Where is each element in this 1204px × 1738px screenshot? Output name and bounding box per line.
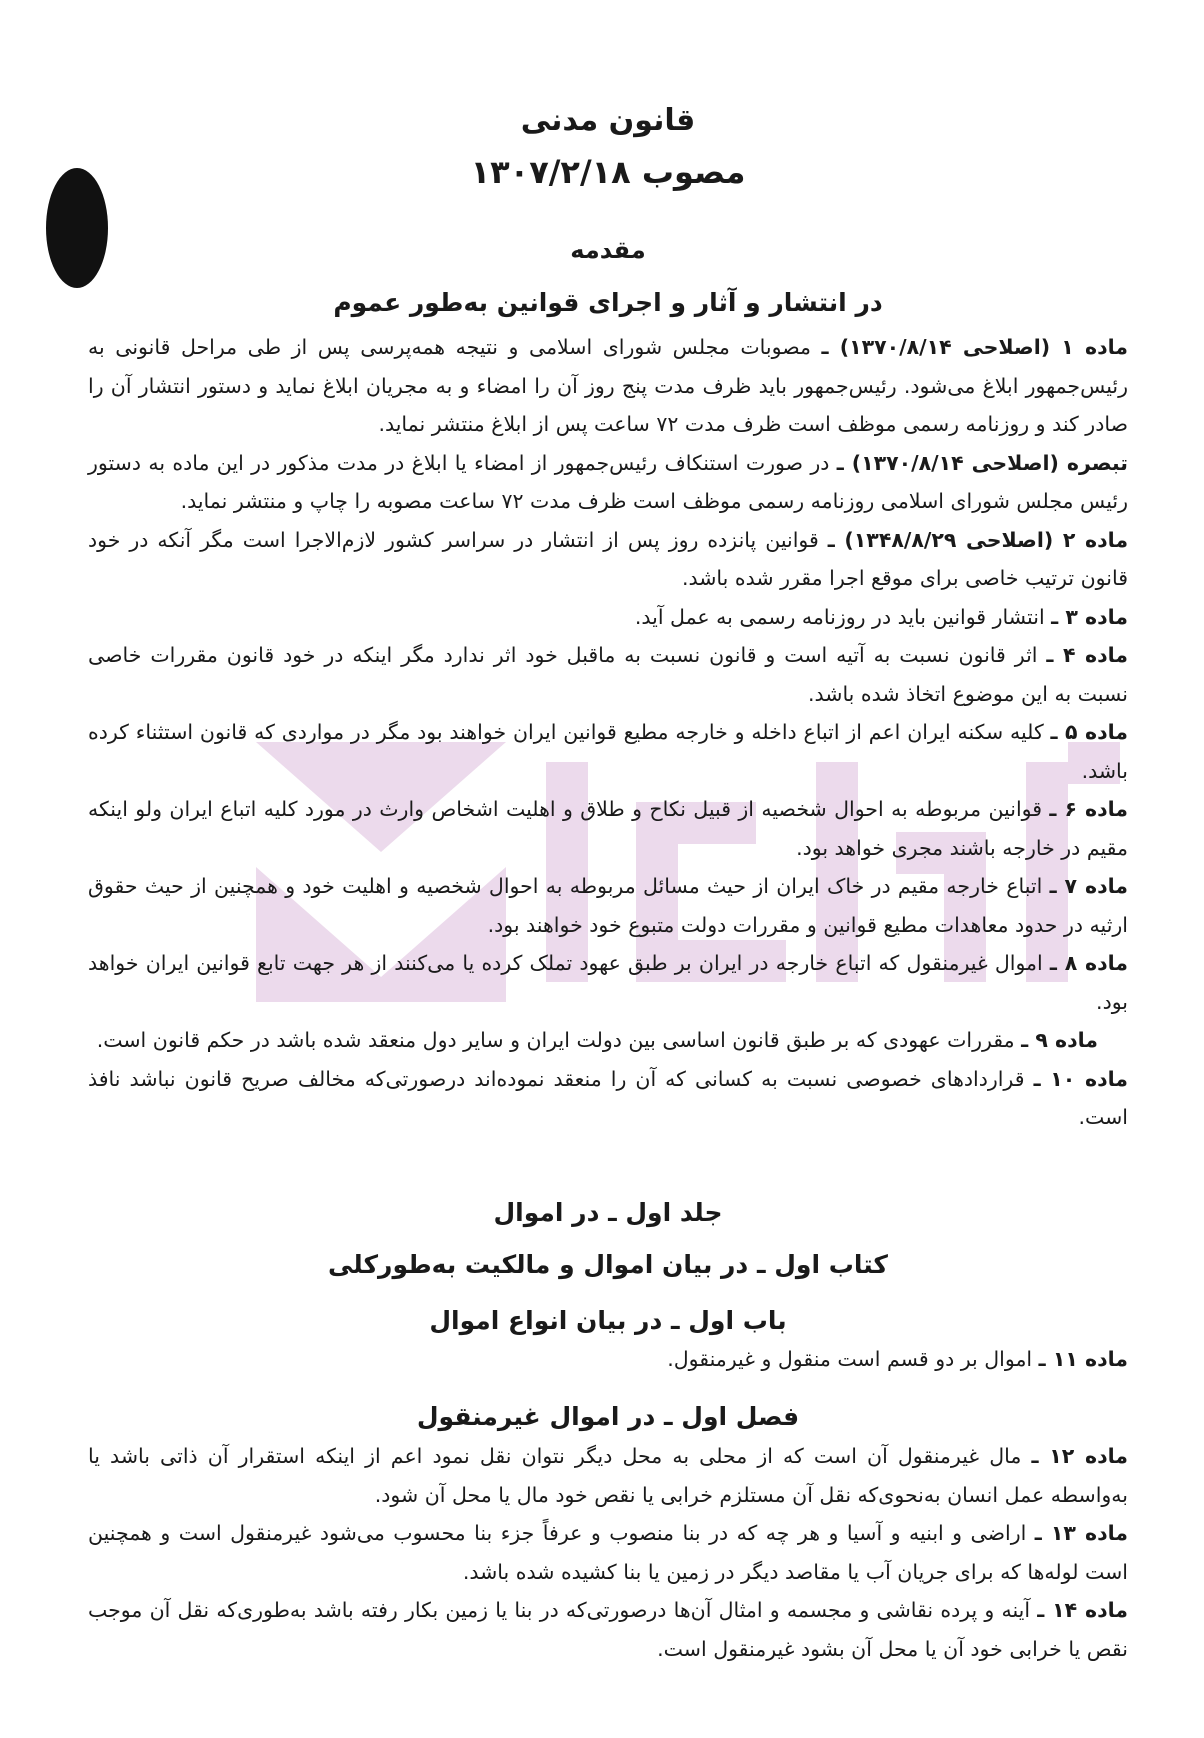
article-text: اراضی و ابنیه و آسیا و هر چه که در بنا منصوب و عرفاً جزء بنا محسوب می‌شود غیرمنقول است و همچنین است لوله‌ها که برای جریان آب یا مقاصد دیگر در زمین یا بنا کشیده شده باشد. bbox=[88, 1521, 1128, 1584]
document-title: قانون مدنی bbox=[520, 103, 696, 138]
article-label: ماده ۱۲ ـ bbox=[1031, 1444, 1128, 1468]
article-7 bbox=[88, 867, 1128, 944]
article-label: ماده ۲ (اصلاحی ۱۳۴۸/۸/۲۹) ـ bbox=[827, 527, 1129, 552]
chapter-heading: باب اول ـ در بیان انواع اموال bbox=[429, 1306, 787, 1335]
article-label: ماده ۷ ـ bbox=[1049, 874, 1128, 898]
article-text: کلیه سکنه ایران اعم از اتباع داخله و خارجه مطیع قوانین ایران خواهند بود مگر در مواردی که قانون استثناء کرده باشد. bbox=[88, 720, 1128, 783]
article-label: ماده ۹ ـ bbox=[1021, 1028, 1098, 1052]
article-label: ماده ۱۱ ـ bbox=[1038, 1347, 1128, 1371]
article-label: ماده ۱۰ ـ bbox=[1033, 1066, 1128, 1091]
article-label: ماده ۶ ـ bbox=[1049, 797, 1128, 821]
article-3 bbox=[88, 598, 1128, 637]
section-heading: فصل اول ـ در اموال غیرمنقول bbox=[416, 1402, 800, 1431]
article-label: ماده ۵ ـ bbox=[1050, 720, 1128, 744]
document-subtitle: مصوب ۱۳۰۷/۲/۱۸ bbox=[470, 153, 746, 191]
article-6 bbox=[88, 790, 1128, 867]
article-text: قراردادهای خصوصی نسبت به کسانی که آن را منعقد نموده‌اند درصورتی‌که مخالف صریح قانون نباشد نافذ است. bbox=[88, 1066, 1128, 1129]
article-8 bbox=[88, 944, 1128, 1021]
article-text: اتباع خارجه مقیم در خاک ایران از حیث مسائل مربوطه به احوال شخصیه و اهلیت خود و همچنین از حیث حقوق ارثیه در حدود معاهدات مطیع قوانین و مقررات دولت متبوع خود خواهند بود. bbox=[88, 874, 1128, 937]
book-heading: کتاب اول ـ در بیان اموال و مالکیت به‌طورکلی bbox=[328, 1250, 888, 1279]
article-text: انتشار قوانین باید در روزنامه رسمی به عمل آید. bbox=[634, 604, 1052, 629]
article-text: در صورت استنکاف رئیس‌جمهور از امضاء یا ابلاغ در مدت مذکور در این ماده به دستور رئیس مجلس شورای اسلامی روزنامه رسمی موظف است ظرف مدت ۷۲ ساعت مصوبه را چاپ و منتشر نماید. bbox=[88, 450, 1128, 513]
section-articles bbox=[88, 1437, 1128, 1668]
article-13 bbox=[88, 1514, 1128, 1591]
volume-heading: جلد اول ـ در اموال bbox=[493, 1198, 723, 1227]
article-9 bbox=[88, 1021, 1128, 1060]
article-text: مقررات عهودی که بر طبق قانون اساسی بین دولت ایران و سایر دول منعقد شده باشد در حکم قانون است. bbox=[96, 1028, 1022, 1052]
article-12 bbox=[88, 1437, 1128, 1514]
note-article-1 bbox=[88, 444, 1128, 521]
intro-subheading: در انتشار و آثار و اجرای قوانین به‌طور عموم bbox=[333, 288, 883, 317]
article-label: ماده ۱ (اصلاحی ۱۳۷۰/۸/۱۴) ـ bbox=[821, 335, 1129, 359]
article-label: ماده ۳ ـ bbox=[1051, 604, 1128, 629]
article-label: تبصره (اصلاحی ۱۳۷۰/۸/۱۴) ـ bbox=[836, 450, 1129, 475]
article-text: اموال بر دو قسم است منقول و غیرمنقول. bbox=[667, 1347, 1039, 1371]
article-label: ماده ۸ ـ bbox=[1049, 951, 1128, 975]
chapter-articles bbox=[88, 1340, 1128, 1379]
article-label: ماده ۴ ـ bbox=[1046, 643, 1128, 667]
article-text: مال غیرمنقول آن است که از محلی به محل دیگر نتوان نقل نمود اعم از اینکه استقرار آن ذاتی باشد یا به‌واسطه عمل انسان به‌نحوی‌که نقل آن مستلزم خرابی یا نقص خود مال یا محل آن شود. bbox=[88, 1444, 1128, 1507]
intro-heading: مقدمه bbox=[570, 236, 646, 264]
article-1 bbox=[88, 328, 1128, 444]
article-text: مصوبات مجلس شورای اسلامی و نتیجه همه‌پرسی پس از طی مراحل قانونی به رئیس‌جمهور ابلاغ می‌شود. رئیس‌جمهور باید ظرف مدت پنج روز آن را امضاء و به مجریان ابلاغ نماید و دستور انتشار آن را صادر کند و روزنامه رسمی موظف است ظرف مدت ۷۲ ساعت پس از ابلاغ منتشر نماید. bbox=[88, 335, 1128, 436]
article-text: آینه و پرده نقاشی و مجسمه و امثال آن‌ها درصورتی‌که در بنا یا زمین بکار رفته باشد به‌طوری‌که نقل آن موجب نقص یا خرابی خود آن یا محل آن بشود غیرمنقول است. bbox=[88, 1598, 1128, 1661]
article-11 bbox=[88, 1340, 1128, 1379]
article-10 bbox=[88, 1060, 1128, 1137]
document-page bbox=[88, 0, 1128, 1738]
article-14 bbox=[88, 1591, 1128, 1668]
article-5 bbox=[88, 713, 1128, 790]
article-text: اموال غیرمنقول که اتباع خارجه در ایران بر طبق عهود تملک کرده یا می‌کنند از هر جهت تابع قوانین ایران خواهد بود. bbox=[88, 951, 1128, 1014]
article-label: ماده ۱۳ ـ bbox=[1034, 1521, 1128, 1545]
article-text: قوانین پانزده روز پس از انتشار در سراسر کشور لازم‌الاجرا است مگر آنکه در خود قانون ترتیب خاصی برای موقع اجرا مقرر شده باشد. bbox=[88, 527, 1128, 590]
article-label: ماده ۱۴ ـ bbox=[1037, 1598, 1128, 1622]
intro-articles bbox=[88, 328, 1128, 1137]
article-2 bbox=[88, 521, 1128, 598]
article-4 bbox=[88, 636, 1128, 713]
article-text: قوانین مربوطه به احوال شخصیه از قبیل نکاح و طلاق و اهلیت اشخاص وارث در مورد کلیه اتباع ایران ولو اینکه مقیم در خارجه باشند مجری خواهد بود. bbox=[88, 797, 1128, 860]
article-text: اثر قانون نسبت به آتیه است و قانون نسبت به ماقبل خود اثر ندارد مگر اینکه در خود قانون مقررات خاصی نسبت به این موضوع اتخاذ شده باشد. bbox=[88, 643, 1128, 706]
